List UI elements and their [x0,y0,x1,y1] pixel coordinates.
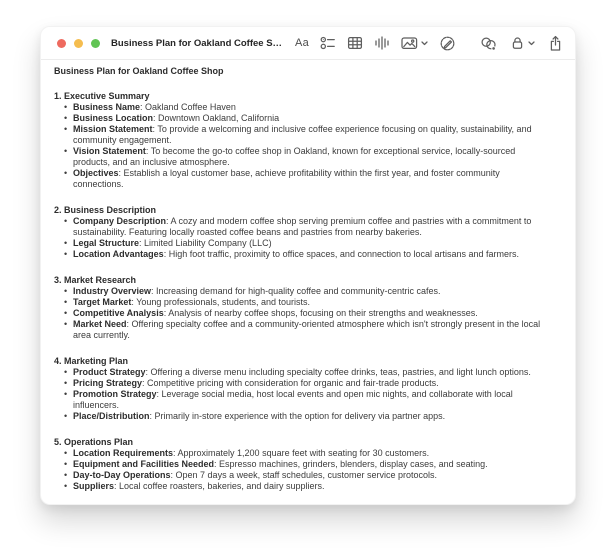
note-section [54,205,561,260]
toolbar-left-group [295,32,456,54]
close-window-button[interactable] [57,39,66,48]
bullet-item: • Business Name: Oakland Coffee Haven [73,102,550,113]
bullet-item: • Business Location: Downtown Oakland, California [73,113,550,124]
format-button[interactable] [295,32,309,54]
media-button[interactable] [401,32,428,54]
links-icon [480,35,497,52]
note-section [54,275,561,341]
bullet-item: • Product Strategy: Offering a diverse menu including specialty coffee drinks, teas, pastries, and light lunch options. [73,367,550,378]
bullet-item: • Equipment and Facilities Needed: Espresso machines, grinders, blenders, display cases, and seating. [73,459,550,470]
links-button[interactable] [480,32,497,54]
audio-waveform-icon [374,35,390,51]
lock-icon [510,35,525,51]
section-heading: 1. Executive Summary [54,91,150,101]
checklist-button[interactable] [320,32,336,54]
section-heading: 3. Market Research [54,275,137,285]
notes-window [40,26,576,505]
bullet-item: • Legal Structure: Limited Liability Company (LLC) [73,238,550,249]
audio-record-button[interactable] [374,32,390,54]
bullet-item: • Objectives: Establish a loyal customer base, achieve profitability within the first year, and foster community connections. [73,168,550,190]
section-heading: 4. Marketing Plan [54,356,129,366]
bullet-list [54,448,550,492]
note-body [54,91,561,492]
note-title: Business Plan for Oakland Coffee Shop [54,66,224,76]
toolbar-right-group [480,32,563,54]
share-icon [548,35,563,52]
bullet-list [54,367,550,422]
section-heading: 5. Operations Plan [54,437,134,447]
bullet-list [54,102,550,190]
bullet-item: • Mission Statement: To provide a welcoming and inclusive coffee experience focusing on quality, sustainability, and community engagement. [73,124,550,146]
bullet-item: • Day-to-Day Operations: Open 7 days a week, staff schedules, customer service protocols. [73,470,550,481]
bullet-item: • Target Market: Young professionals, students, and tourists. [73,297,550,308]
bullet-list [54,286,550,341]
titlebar [41,27,575,60]
zoom-window-button[interactable] [91,39,100,48]
bullet-item: • Location Requirements: Approximately 1,200 square feet with seating for 30 customers. [73,448,550,459]
chevron-down-icon [421,41,428,46]
bullet-item: • Vision Statement: To become the go-to coffee shop in Oakland, known for exceptional service, locally-sourced products, and an inclusive atmosphere. [73,146,550,168]
table-icon [347,35,363,51]
bullet-item: • Company Description: A cozy and modern coffee shop serving premium coffee and pastries with a commitment to sustainability. Featuring locally roasted coffee beans and pastries from nearby bakeries. [73,216,550,238]
lock-button[interactable] [510,32,535,54]
note-section [54,91,561,190]
note-section [54,437,561,492]
writing-tools-icon [439,35,456,52]
table-button[interactable] [347,32,363,54]
bullet-item: • Industry Overview: Increasing demand for high-quality coffee and community-centric cafes. [73,286,550,297]
chevron-down-icon [528,41,535,46]
section-heading: 2. Business Description [54,205,157,215]
bullet-item: • Location Advantages: High foot traffic, proximity to office spaces, and connection to local artisans and farmers. [73,249,550,260]
format-icon: Aa [295,37,309,49]
bullet-item: • Pricing Strategy: Competitive pricing with consideration for organic and fair-trade products. [73,378,550,389]
traffic-lights [57,39,100,48]
bullet-item: • Place/Distribution: Primarily in-store experience with the option for delivery via partner apps. [73,411,550,422]
bullet-item: • Competitive Analysis: Analysis of nearby coffee shops, focusing on their strengths and weaknesses. [73,308,550,319]
share-button[interactable] [548,32,563,54]
bullet-list [54,216,550,260]
bullet-item: • Suppliers: Local coffee roasters, bakeries, and dairy suppliers. [73,481,550,492]
writing-tools-button[interactable] [439,32,456,54]
minimize-window-button[interactable] [74,39,83,48]
note-editor[interactable] [41,60,575,492]
media-icon [401,35,418,51]
note-section [54,356,561,422]
bullet-item: • Market Need: Offering specialty coffee and a community-oriented atmosphere which isn't strongly present in the local area currently. [73,319,550,341]
bullet-item: • Promotion Strategy: Leverage social media, host local events and open mic nights, and collaborate with local influencers. [73,389,550,411]
window-title: Business Plan for Oakland Coffee S… [111,37,283,49]
checklist-icon [320,35,336,51]
